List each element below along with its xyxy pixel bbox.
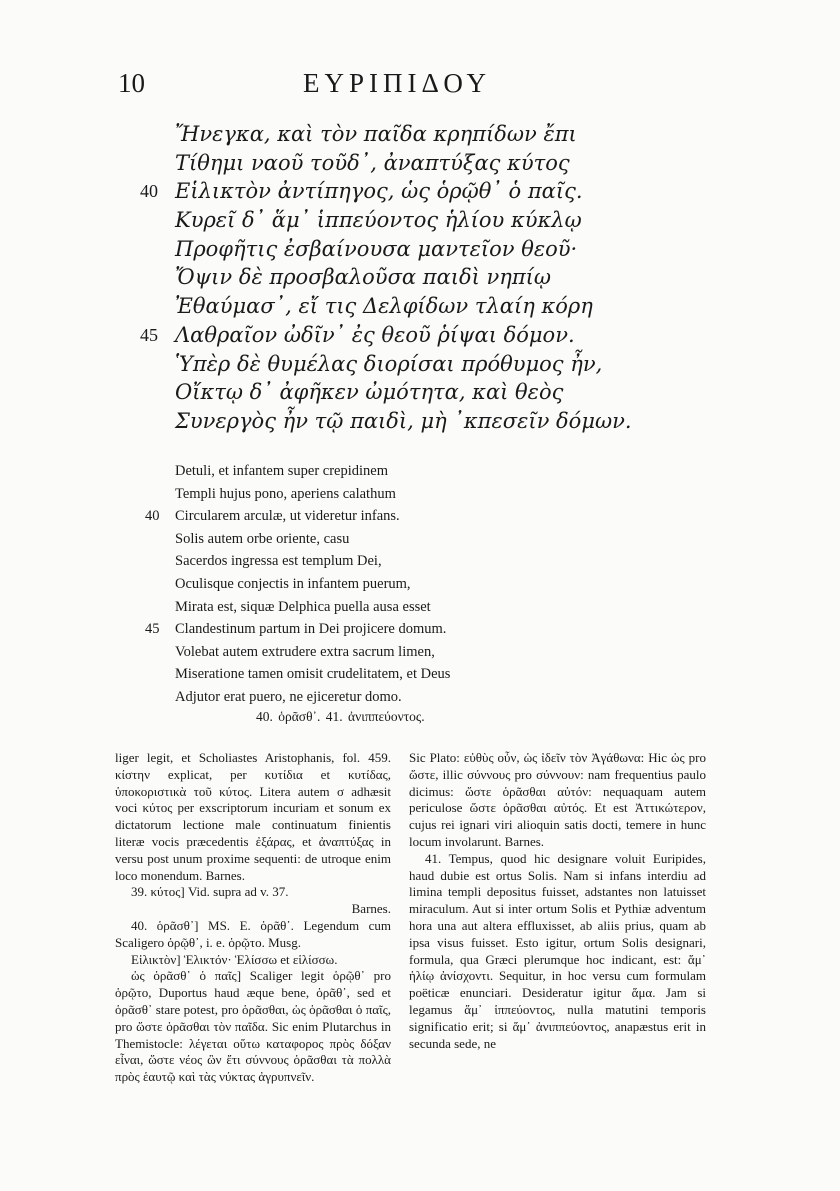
greek-verse-text: Ἤνεγκα, καὶ τὸν παῖδα κρηπίδων ἔπι bbox=[175, 122, 577, 146]
greek-verse-line bbox=[140, 177, 700, 206]
commentary-note: ὡς ὁρᾶσθ᾽ ὁ παῖς] Scaliger legit ὁρῷθ᾽ pro ὁρῷτο, Duportus haud æque bene, ὁρᾶθ᾽, sed et ὁρᾶσθ᾽ stare potest, pro ὁρᾶσθαι, ὡς ὁρᾶσθαι ὁ παῖς, pro ὥστε ὁρᾶσθαι τὸν παῖδα. Sic enim Plutarchus in Themistocle: λέγεται οὕτω καταφορος πρὸς δόξαν εἶναι, ὥστε νέος ὢν ἔτι σύννους ὁρᾶσθαι τὰ πολλὰ πρὸς ἑαυτῷ καὶ τὰς νύκτας ἀγρυπνεῖν. bbox=[115, 968, 391, 1085]
commentary-note: 39. κύτος] Vid. supra ad v. 37. bbox=[131, 884, 289, 900]
latin-verse-text: Mirata est, siquæ Delphica puella ausa esset bbox=[175, 598, 431, 615]
latin-verse-line bbox=[140, 528, 680, 551]
latin-verse-line bbox=[140, 505, 680, 528]
latin-verse-text: Volebat autem extrudere extra sacrum limen, bbox=[175, 643, 435, 660]
greek-verse-line bbox=[140, 235, 700, 264]
greek-verse-line bbox=[140, 292, 700, 321]
greek-verse-text: Τίθημι ναοῦ τοῦδ᾽, ἀναπτύξας κύτος bbox=[175, 150, 570, 175]
latin-verse-text: Adjutor erat puero, ne ejiceretur domo. bbox=[175, 688, 402, 705]
latin-verse-line bbox=[140, 641, 680, 664]
commentary-note: Εἱλικτὸν] Ἑλικτόν· Ἑλίσσω et εἱλίσσω. bbox=[131, 951, 338, 967]
page-number: 10 bbox=[118, 68, 145, 98]
greek-verse-line bbox=[140, 407, 700, 436]
latin-verse-line bbox=[140, 686, 680, 709]
greek-verse-text: Ἐθαύμασ᾽, εἴ τις Δελφίδων τλαίη κόρη bbox=[175, 294, 593, 319]
latin-verse-text: Templi hujus pono, aperiens calathum bbox=[175, 485, 396, 502]
commentary-note: liger legit, et Scholiastes Aristophanis, fol. 459. κίστην explicat, per κυτίδια et κυτίδας, ὑποκοριστικὰ τοῦ κύτος. Litera autem σ adhæsit voci κύτος per exscriptorum incuriam et sonum ex dictatorum lectione male continuatum finientis literæ vocis præcedentis ἐξάρας, et ἀναπτύξας in versu post unum proxime sequenti: de utroque enim loco monendum. Barnes. bbox=[115, 750, 391, 883]
greek-verse-text: Εἱλικτὸν ἀντίπηγος, ὡς ὁρῷθ᾽ ὁ παῖς. bbox=[175, 179, 583, 204]
greek-verse-text: Λαθραῖον ὠδῖν᾽ ἐς θεοῦ ῥίψαι δόμον. bbox=[175, 322, 575, 347]
greek-verse-text: Προφῆτις ἐσβαίνουσα μαντεῖον θεοῦ· bbox=[175, 236, 578, 261]
variant-readings: 40. ὁρᾶσθ᾽. 41. ἀνιππεύοντος. bbox=[256, 709, 425, 724]
notes-column-right bbox=[409, 750, 706, 1052]
greek-verse-text: Ὑπὲρ δὲ θυμέλας διορίσαι πρόθυμος ἦν, bbox=[175, 351, 603, 376]
greek-verse-line bbox=[140, 263, 700, 292]
latin-verse-text: Miseratione tamen omisit crudelitatem, et Deus bbox=[175, 666, 451, 683]
latin-verse-text: Oculisque conjectis in infantem puerum, bbox=[175, 575, 411, 592]
latin-verse-text: Clandestinum partum in Dei projicere domum. bbox=[175, 621, 447, 638]
greek-verse-line bbox=[140, 206, 700, 235]
line-number: 40 bbox=[145, 508, 160, 525]
greek-verse-block bbox=[140, 120, 700, 436]
latin-translation-block bbox=[140, 460, 680, 709]
greek-verse-line bbox=[140, 120, 700, 149]
commentary-note: 41. Tempus, quod hic designare voluit Euripides, haud dubie est ortus Solis. Nam si infans interdiu ad limina templi depositus fuisset, adstantes non latuisset miraculum. Aut si inter ortum Solis et Pythiæ adventum hora una aut altera effluxisset, ab aliis prius, quam ab ipsa visus fuisset. Esto igitur, ortum Solis designari, formula, qua Græci plerumque hoc indicant, est: ἅμ᾽ ἡλίῳ ἀνίσχοντι. Sequitur, in hoc versu cum formulam poëticæ enunciari. Desideratur igitur ἅμα. Jam si legamus ἅμ᾽ ἱππεύοντος, nulla matutini temporis significatio erit; si ἅμ᾽ ἀνιππεύοντος, anapæstus erit in secunda sede, ne bbox=[409, 850, 706, 1051]
latin-verse-text: Circularem arculæ, ut videretur infans. bbox=[175, 508, 400, 525]
latin-verse-text: Detuli, et infantem super crepidinem bbox=[175, 463, 388, 479]
notes-column-left bbox=[115, 750, 391, 1086]
greek-verse-text: Συνεργὸς ἦν τῷ παιδὶ, μὴ ᾽κπεσεῖν δόμων. bbox=[175, 408, 632, 433]
latin-verse-text: Sacerdos ingressa est templum Dei, bbox=[175, 553, 382, 570]
running-head: ΕΥΡΙΠΙΔΟΥ bbox=[303, 68, 492, 98]
latin-verse-line bbox=[140, 483, 680, 506]
commentary-note: Sic Plato: εὐθὺς οὖν, ὡς ἰδεῖν τὸν Ἀγάθωνα: Hic ὡς pro ὥστε, illic σύννους pro σύννουν: nam frequentius paulo dicimus: ὥστε ὁρᾶσθαι αὐτόν: nequaquam autem periculose ὥστε ὁρᾶσθαι αὐτός. Et est Ἀττικώτερον, cujus rei ignari viri alioquin satis docti, temere in hunc locum involarunt. Barnes. bbox=[409, 750, 706, 849]
greek-verse-line bbox=[140, 350, 700, 379]
line-number: 45 bbox=[140, 324, 158, 345]
latin-verse-line bbox=[140, 573, 680, 596]
line-number: 40 bbox=[140, 181, 158, 202]
latin-verse-line bbox=[140, 596, 680, 619]
greek-verse-text: Οἴκτῳ δ᾽ ἀφῆκεν ὠμότητα, καὶ θεὸς bbox=[175, 380, 564, 405]
greek-verse-line bbox=[140, 321, 700, 350]
line-number: 45 bbox=[145, 621, 160, 638]
latin-verse-line bbox=[140, 663, 680, 686]
greek-verse-text: Κυρεῖ δ᾽ ἅμ᾽ ἱππεύοντος ἡλίου κύκλῳ bbox=[175, 208, 582, 233]
greek-verse-line bbox=[140, 378, 700, 407]
latin-verse-text: Solis autem orbe oriente, casu bbox=[175, 530, 350, 547]
commentary-note: Barnes. bbox=[351, 901, 391, 917]
commentary-note: 40. ὁρᾶσθ᾽] MS. E. ὁρᾶθ᾽. Legendum cum Scaligero ὁρῷθ᾽, i. e. ὁρῷτο. Musg. bbox=[115, 917, 391, 950]
latin-verse-line bbox=[140, 460, 680, 483]
greek-verse-text: Ὄψιν δὲ προσβαλοῦσα παιδὶ νηπίῳ bbox=[175, 265, 552, 290]
latin-verse-line bbox=[140, 618, 680, 641]
latin-verse-line bbox=[140, 550, 680, 573]
greek-verse-line bbox=[140, 149, 700, 178]
